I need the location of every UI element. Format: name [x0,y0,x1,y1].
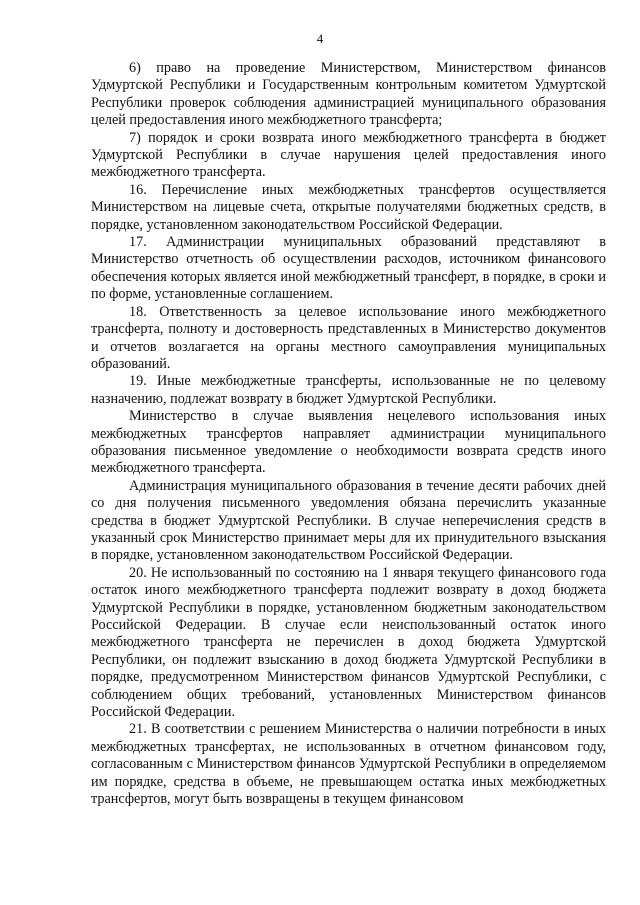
paragraph-clause-20: 20. Не использованный по состоянию на 1 января текущего финансового года остаток иного межбюджетного трансферта подлежит возврату в доход бюджета Удмуртской Республики в порядке, установленном бюджетным законодательством Российской Федерации. В случае если неиспользованный остаток иного межбюджетного трансферта не перечислен в доход бюджета Удмуртской Республики, он подлежит взысканию в доход бюджета Удмуртской Республики в порядке, предусмотренном Министерством финансов Удмуртской Республики, с соблюдением общих требований, установленных Министерством финансов Российской Федерации. [91,564,606,721]
paragraph-item-6: 6) право на проведение Министерством, Министерством финансов Удмуртской Республики и Государственным контрольным комитетом Удмуртской Республики проверок соблюдения администрацией муниципального образования целей предоставления иного межбюджетного трансферта; [91,60,606,129]
paragraph-clause-21: 21. В соответствии с решением Министерства о наличии потребности в иных межбюджетных трансфертах, не использованных в отчетном финансовом году, согласованным с Министерством финансов Удмуртской Республики в определяемом им порядке, средства в объеме, не превышающем остатка иных межбюджетных трансфертов, могут быть возвращены в текущем финансовом [91,721,606,808]
paragraph-clause-19-notice: Министерство в случае выявления нецелевого использования иных межбюджетных трансфертов направляет администрации муниципального образования письменное уведомление о необходимости возврата средств иного межбюджетного трансферта. [91,408,606,477]
paragraph-clause-19-return: Администрация муниципального образования в течение десяти рабочих дней со дня получения письменного уведомления обязана перечислить указанные средства в бюджет Удмуртской Республики. В случае неперечисления средств в указанный срок Министерство принимает меры для их принудительного взыскания в порядке, установленном законодательством Российской Федерации. [91,477,606,564]
paragraph-clause-18: 18. Ответственность за целевое использование иного межбюджетного трансферта, полноту и достоверность представленных в Министерство документов и отчетов возлагается на органы местного самоуправления муниципальных образований. [91,303,606,372]
paragraph-clause-17: 17. Администрации муниципальных образований представляют в Министерство отчетность об осуществлении расходов, источником финансового обеспечения которых является иной межбюджетный трансферт, в порядке, в сроки и по форме, установленные соглашением. [91,234,606,303]
document-body [91,60,606,808]
paragraph-clause-19: 19. Иные межбюджетные трансферты, использованные не по целевому назначению, подлежат возврату в бюджет Удмуртской Республики. [91,373,606,407]
paragraph-clause-16: 16. Перечисление иных межбюджетных трансфертов осуществляется Министерством на лицевые счета, открытые получателями бюджетных средств, в порядке, установленном законодательством Российской Федерации. [91,181,606,233]
paragraph-item-7: 7) порядок и сроки возврата иного межбюджетного трансферта в бюджет Удмуртской Республики в случае нарушения целей предоставления иного межбюджетного трансферта. [91,129,606,181]
page-number: 4 [316,31,324,46]
